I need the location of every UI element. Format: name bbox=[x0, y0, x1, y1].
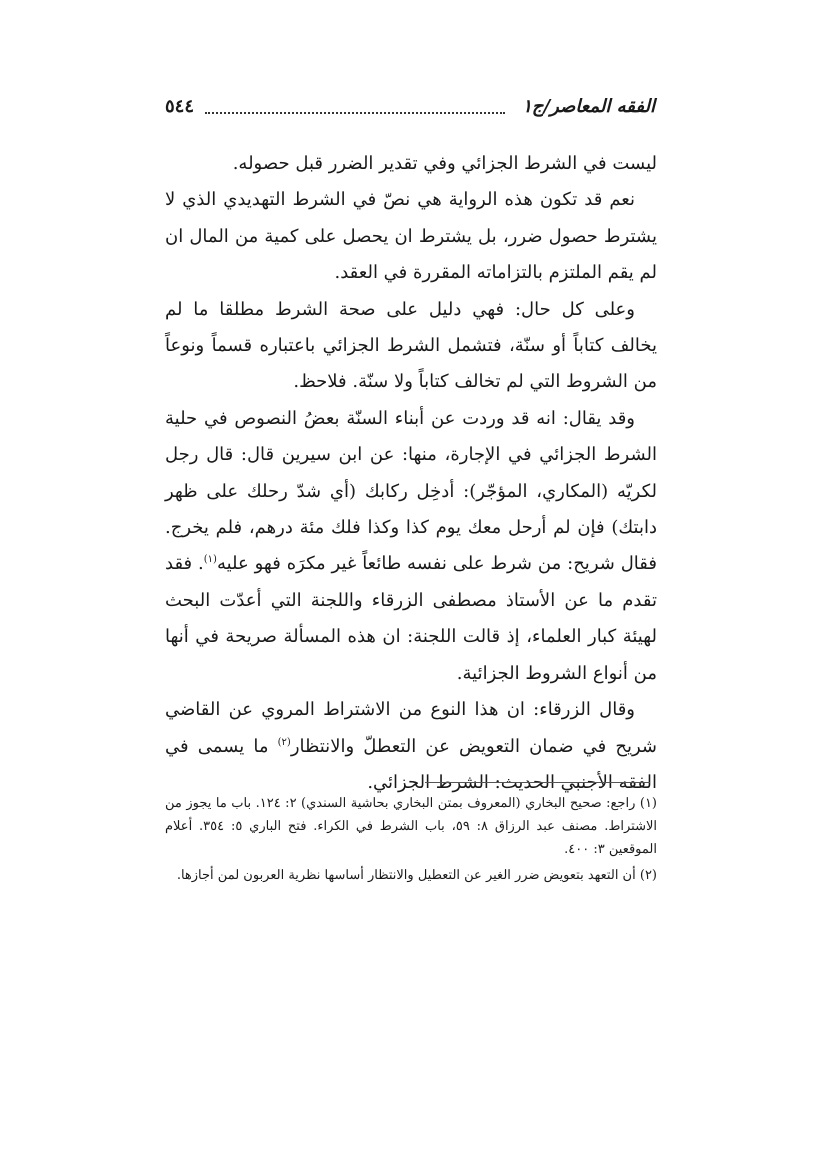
paragraph-5 bbox=[165, 692, 657, 801]
main-text bbox=[165, 146, 657, 801]
paragraph-1: ليست في الشرط الجزائي وفي تقدير الضرر قبل حصوله. bbox=[232, 153, 657, 174]
footnote-1: (١) راجع: صحيح البخاري (المعروف بمتن البخاري بحاشية السندي) ٢: ١٢٤. باب ما يجوز من الاشتراط. مصنف عبد الرزاق ٨: ٥٩، باب الشرط في الكراء. فتح الباري ٥: ٣٥٤. أعلام الموقعين ٣: ٤٠٠. bbox=[165, 796, 657, 857]
paragraph-4-part-b: . فقد تقدم ما عن الأستاذ مصطفى الزرقاء واللجنة التي أعدّت البحث لهيئة كبار العلماء، إذ قالت اللجنة: ان هذه المسألة صريحة في أنها من أنواع الشروط الجزائية. bbox=[165, 553, 657, 684]
footnote-ref-1[interactable]: (١) bbox=[203, 554, 217, 566]
paragraph-3: وعلى كل حال: فهي دليل على صحة الشرط مطلقا ما لم يخالف كتاباً أو سنّة، فتشمل الشرط الجزائي باعتباره قسماً ونوعاً من الشروط التي لم تخالف كتاباً ولا سنّة. فلاحظ. bbox=[165, 298, 657, 393]
paragraph-2: نعم قد تكون هذه الرواية هي نصّ في الشرط التهديدي الذي لا يشترط حصول ضرر، بل يشترط ان يحصل على كمية من المال ان لم يقم الملتزم بالتزاماته المقررة في العقد. bbox=[165, 189, 657, 284]
paragraph-5-part-b: ما يسمى في الفقه الأجنبي الحديث: الشرط الجزائي. bbox=[165, 735, 657, 793]
page-header bbox=[165, 96, 655, 124]
running-title: الفقه المعاصر/ج١ bbox=[522, 96, 655, 117]
paragraph-4-part-a: وقد يقال: انه قد وردت عن أبناء السنّة بعضُ النصوص في حلية الشرط الجزائي في الإجارة، منها: عن ابن سيرين قال: قال رجل لكريّه (المكاري، المؤجّر): أدخِل ركابك (أي شدّ رحلك على ظهر دابتك) فإن لم أرحل معك يوم كذا وكذا فلك مئة درهم، فلم يخرج. فقال شريح: من شرط على نفسه طائعاً غير مكرَه فهو عليه bbox=[165, 407, 657, 575]
footnote-separator bbox=[425, 782, 650, 783]
header-dot-leader bbox=[205, 112, 505, 114]
page-number: ٥٤٤ bbox=[165, 96, 195, 117]
footnote-ref-2[interactable]: (٢) bbox=[277, 736, 291, 748]
footnote-2: (٢) أن التعهد بتعويض ضرر الغير عن التعطيل والانتظار أساسها نظرية العربون لمن أجازها. bbox=[176, 868, 657, 883]
footnotes bbox=[165, 792, 657, 890]
paragraph-4 bbox=[165, 401, 657, 692]
paragraph-5-part-a: وقال الزرقاء: ان هذا النوع من الاشتراط المروي عن القاضي شريح في ضمان التعويض عن التعطلّ والانتظار bbox=[165, 699, 658, 757]
